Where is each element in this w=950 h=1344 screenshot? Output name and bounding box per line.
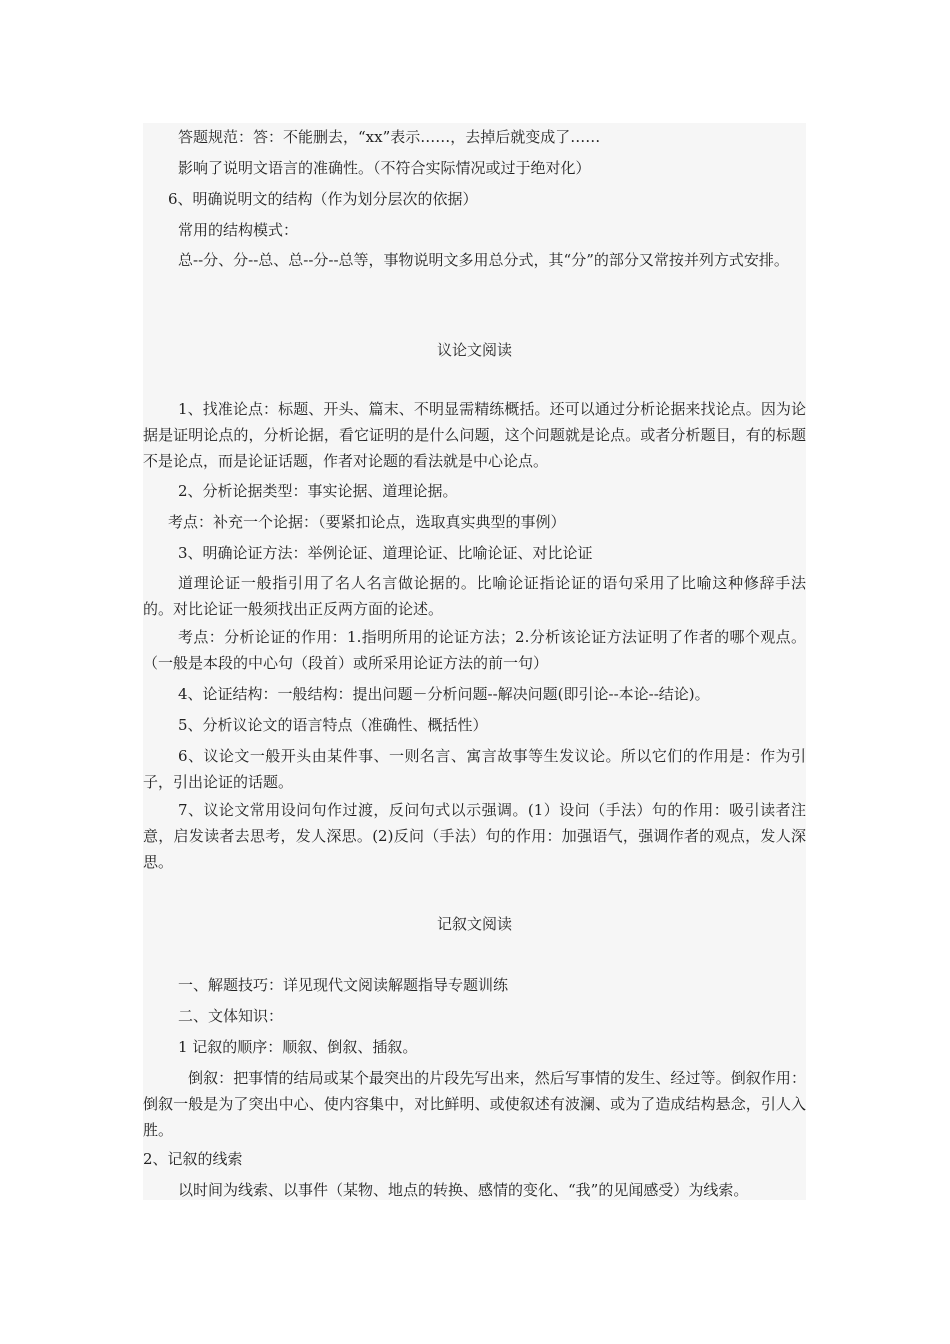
common-modes-line: 常用的结构模式： [178, 221, 299, 239]
section-heading-narrative: 记叙文阅读 [436, 915, 512, 933]
accuracy-line: 影响了说明文语言的准确性。（不符合实际情况或过于绝对化） [178, 159, 591, 177]
argument-paragraph-6: 考点：分析论证的作用：1.指明所用的论证方法；2.分析该论证方法证明了作者的哪个观点。（一般是本段的中心句（段首）或所采用论证方法的前一句） [143, 628, 806, 672]
answer-norm-line: 答题规范：答：不能删去，“xx”表示……，去掉后就变成了…… [178, 128, 601, 146]
narrative-paragraph-6: 以时间为线索、以事件（某物、地点的转换、感情的变化、“我”的见闻感受）为线索。 [178, 1181, 749, 1199]
narrative-paragraph-5: 2、记叙的线索 [143, 1150, 243, 1168]
modes-detail-paragraph: 总--分、分--总、总--分--总等，事物说明文多用总分式，其“分”的部分又常按并列方式安排。 [178, 251, 789, 269]
argument-paragraph-3: 考点：补充一个论据：（要紧扣论点，选取真实典型的事例） [168, 513, 566, 531]
section-heading-argument: 议论文阅读 [436, 341, 512, 359]
argument-paragraph-9: 6、议论文一般开头由某件事、一则名言、寓言故事等生发议论。所以它们的作用是：作为引子，引出论证的话题。 [143, 747, 806, 791]
argument-paragraph-7: 4、论证结构：一般结构：提出问题－分析问题--解决问题(即引论--本论--结论)。 [178, 685, 710, 703]
narrative-paragraph-4: 倒叙：把事情的结局或某个最突出的片段先写出来，然后写事情的发生、经过等。倒叙作用：倒叙一般是为了突出中心、使内容集中，对比鲜明、或使叙述有波澜、或为了造成结构悬念，引人入胜。 [143, 1069, 806, 1139]
argument-paragraph-5: 道理论证一般指引用了名人名言做论据的。比喻论证指论证的语句采用了比喻这种修辞手法的。对比论证一般须找出正反两方面的论述。 [143, 574, 806, 618]
argument-paragraph-1: 1、找准论点：标题、开头、篇末、不明显需精练概括。还可以通过分析论据来找论点。因为论据是证明论点的，分析论据，看它证明的是什么问题，这个问题就是论点。或者分析题目，有的标题不是论点，而是论证话题，作者对论题的看法就是中心论点。 [143, 400, 806, 470]
argument-paragraph-2: 2、分析论据类型：事实论据、道理论据。 [178, 482, 458, 500]
structure-item-line: 6、明确说明文的结构（作为划分层次的依据） [168, 190, 478, 208]
argument-paragraph-4: 3、明确论证方法：举例论证、道理论证、比喻论证、对比论证 [178, 544, 593, 562]
narrative-paragraph-3: 1 记叙的顺序：顺叙、倒叙、插叙。 [178, 1038, 418, 1056]
narrative-paragraph-1: 一、解题技巧：详见现代文阅读解题指导专题训练 [178, 976, 509, 994]
narrative-paragraph-2: 二、文体知识： [178, 1007, 284, 1025]
argument-paragraph-8: 5、分析议论文的语言特点（准确性、概括性） [178, 716, 488, 734]
argument-paragraph-10: 7、议论文常用设问句作过渡，反问句式以示强调。(1）设问（手法）句的作用：吸引读者注意，启发读者去思考，发人深思。(2)反问（手法）句的作用：加强语气，强调作者的观点，发人深思。 [143, 801, 806, 871]
